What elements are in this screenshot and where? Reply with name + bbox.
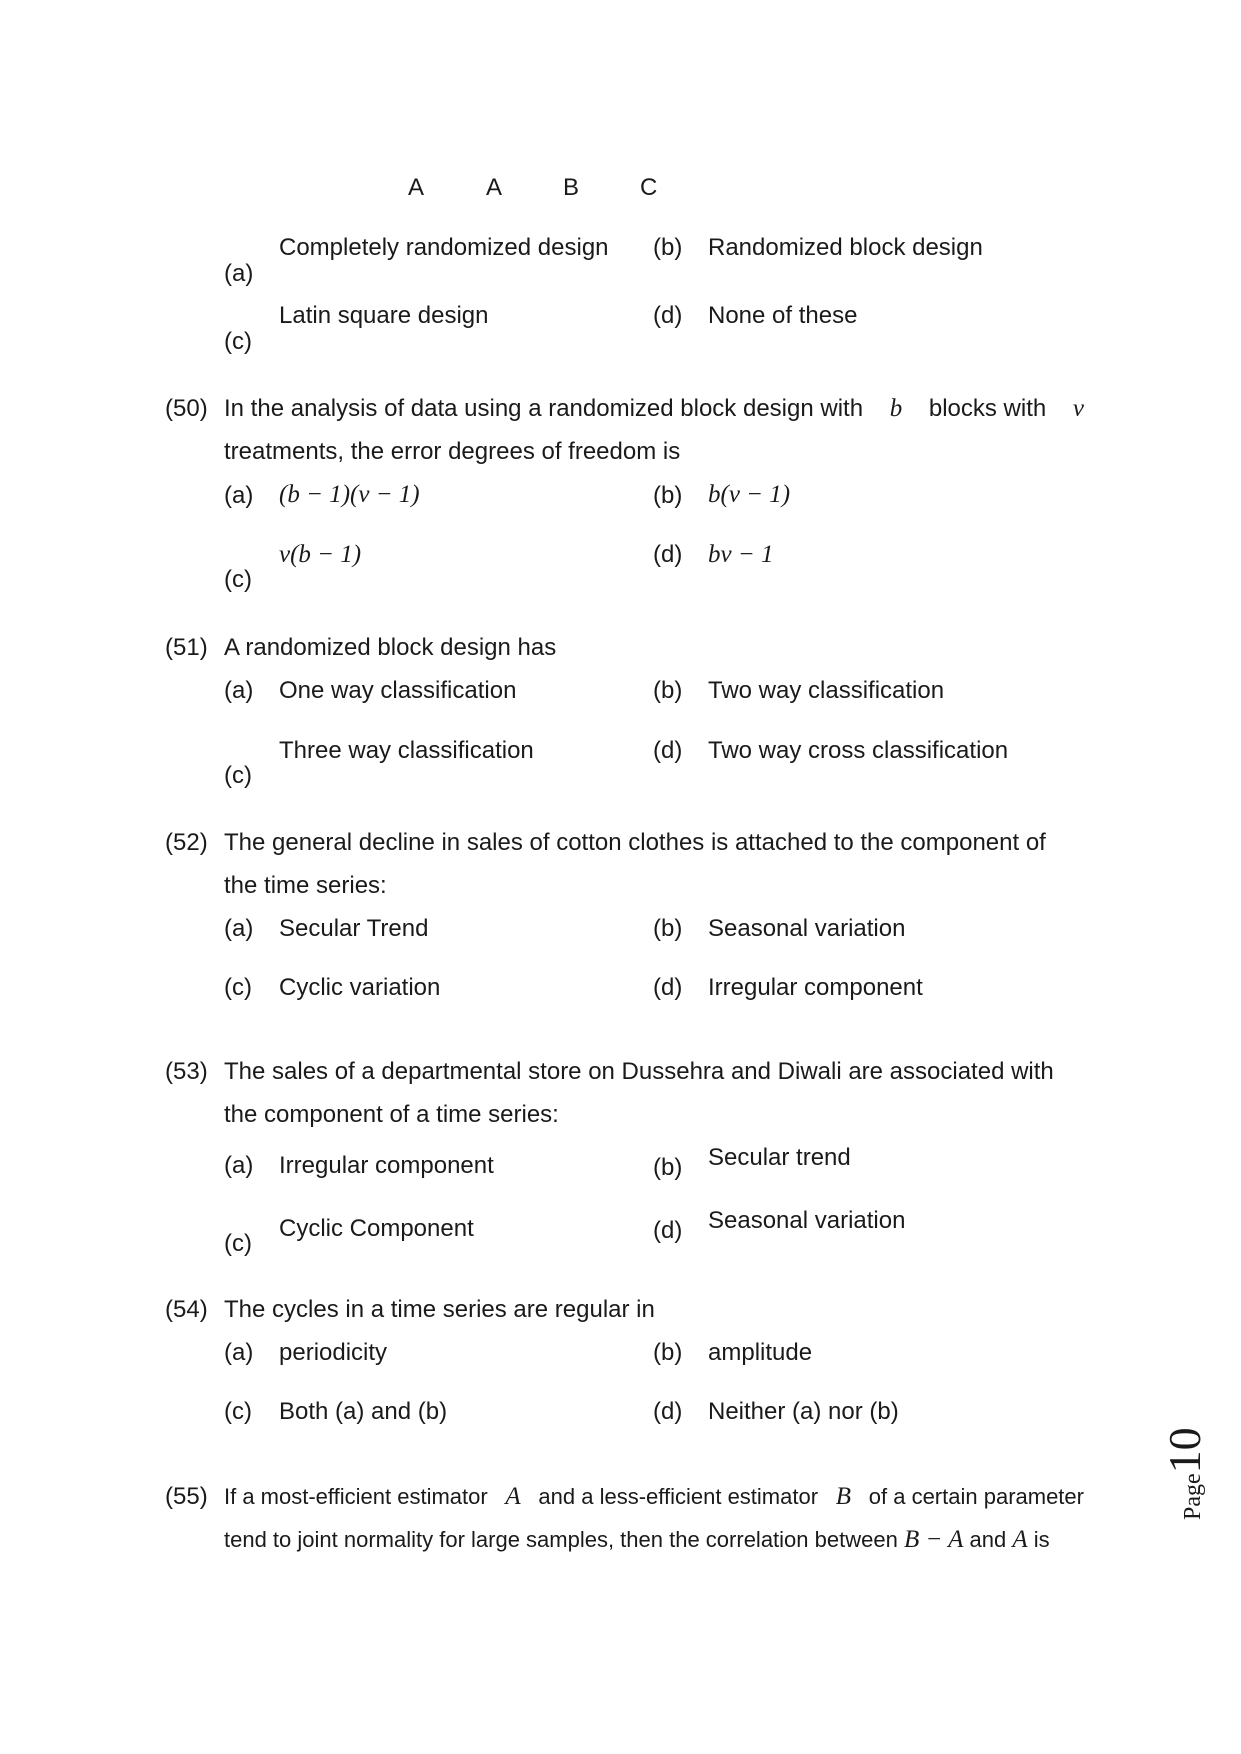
option-text-a: Secular Trend (279, 915, 429, 942)
page-number: 10 (1159, 1427, 1210, 1474)
option-marker-a: (a) (224, 1152, 254, 1179)
option-marker-c: (c) (224, 328, 252, 355)
q49-top-label-2: A (486, 174, 503, 201)
question-number: (54) (165, 1296, 208, 1323)
option-text-b: Seasonal variation (708, 915, 906, 942)
option-marker-d: (d) (653, 737, 683, 764)
option-marker-b: (b) (653, 1339, 683, 1366)
option-text-c: Both (a) and (b) (279, 1398, 448, 1425)
option-formula-d: bν − 1 (708, 541, 774, 568)
option-formula-a: (b − 1)(ν − 1) (279, 481, 420, 508)
option-text-d: Two way cross classification (708, 737, 1009, 764)
option-text-a: One way classification (279, 677, 517, 704)
option-marker-c: (c) (224, 1398, 252, 1425)
option-marker-a: (a) (224, 1339, 254, 1366)
option-text-d: Neither (a) nor (b) (708, 1398, 899, 1425)
question-text-line-1 (224, 395, 1084, 423)
option-text-c: Three way classification (279, 737, 534, 764)
option-marker-d: (d) (653, 1398, 683, 1425)
option-text-a: periodicity (279, 1339, 388, 1366)
math-expression: B − A (903, 1526, 964, 1553)
q49-top-label-1: A (408, 174, 425, 201)
option-formula-c: ν(b − 1) (279, 541, 362, 568)
option-marker-b: (b) (653, 1154, 683, 1181)
option-text-c: Cyclic Component (279, 1215, 474, 1242)
option-marker-d: (d) (653, 1217, 683, 1244)
option-marker-c: (c) (224, 1230, 252, 1257)
question-text: The cycles in a time series are regular in (224, 1296, 655, 1323)
option-marker-b: (b) (653, 915, 683, 942)
question-text-line-2: the component of a time series: (224, 1101, 559, 1128)
option-marker-b: (b) (653, 677, 683, 704)
page-word: Page (1180, 1473, 1206, 1520)
question-text: A randomized block design has (224, 634, 557, 661)
question-number: (52) (165, 829, 208, 856)
question-text-line-2: treatments, the error degrees of freedom is (224, 438, 681, 465)
question-text-part: is (1033, 1527, 1050, 1552)
option-text-d: Irregular component (708, 974, 923, 1001)
option-marker-c: (c) (224, 974, 252, 1001)
option-marker-d: (d) (653, 302, 683, 329)
question-text-part: If a most-efficient estimator (224, 1484, 488, 1509)
option-text-a: Completely randomized design (279, 234, 609, 261)
option-text-b: amplitude (708, 1339, 813, 1366)
page-number-label (1158, 1427, 1241, 1520)
question-text-line-1: The sales of a departmental store on Dussehra and Diwali are associated with (224, 1058, 1054, 1085)
option-text-b: Randomized block design (708, 234, 983, 261)
option-marker-d: (d) (653, 974, 683, 1001)
question-text-line-1 (224, 1483, 1084, 1511)
option-text-a: Irregular component (279, 1152, 494, 1179)
math-variable: B (835, 1483, 852, 1510)
option-text-c: Cyclic variation (279, 974, 441, 1001)
question-text-line-2: the time series: (224, 872, 387, 899)
q49-top-label-4: C (640, 174, 658, 201)
math-variable: b (889, 395, 903, 422)
question-text-part: and a less-efficient estimator (538, 1484, 819, 1509)
option-marker-a: (a) (224, 677, 254, 704)
option-marker-c: (c) (224, 762, 252, 789)
option-marker-a: (a) (224, 915, 254, 942)
option-marker-b: (b) (653, 482, 683, 509)
option-marker-d: (d) (653, 541, 683, 568)
question-text-part: of a certain parameter (868, 1484, 1084, 1509)
option-marker-c: (c) (224, 566, 252, 593)
question-text-part: and (969, 1527, 1007, 1552)
q49-top-label-3: B (563, 174, 580, 201)
question-number: (55) (165, 1483, 208, 1510)
option-formula-b: b(ν − 1) (708, 481, 791, 508)
question-number: (53) (165, 1058, 208, 1085)
option-marker-a: (a) (224, 482, 254, 509)
question-text-part: tend to joint normality for large samples, then the correlation between (224, 1527, 898, 1552)
question-number: (50) (165, 395, 208, 422)
option-text-d: Seasonal variation (708, 1207, 906, 1234)
math-variable: A (1012, 1526, 1028, 1553)
option-marker-b: (b) (653, 234, 683, 261)
question-number: (51) (165, 634, 208, 661)
option-marker-a: (a) (224, 260, 254, 287)
question-text-line-2 (224, 1526, 1050, 1554)
option-text-b: Secular trend (708, 1144, 851, 1171)
option-text-c: Latin square design (279, 302, 489, 329)
option-text-d: None of these (708, 302, 858, 329)
option-text-b: Two way classification (708, 677, 945, 704)
question-text-line-1: The general decline in sales of cotton clothes is attached to the component of (224, 829, 1046, 856)
question-text-part: In the analysis of data using a randomized block design with (224, 395, 864, 422)
question-text-part: blocks with (928, 395, 1047, 422)
math-variable: ν (1072, 395, 1084, 422)
math-variable: A (505, 1483, 521, 1510)
